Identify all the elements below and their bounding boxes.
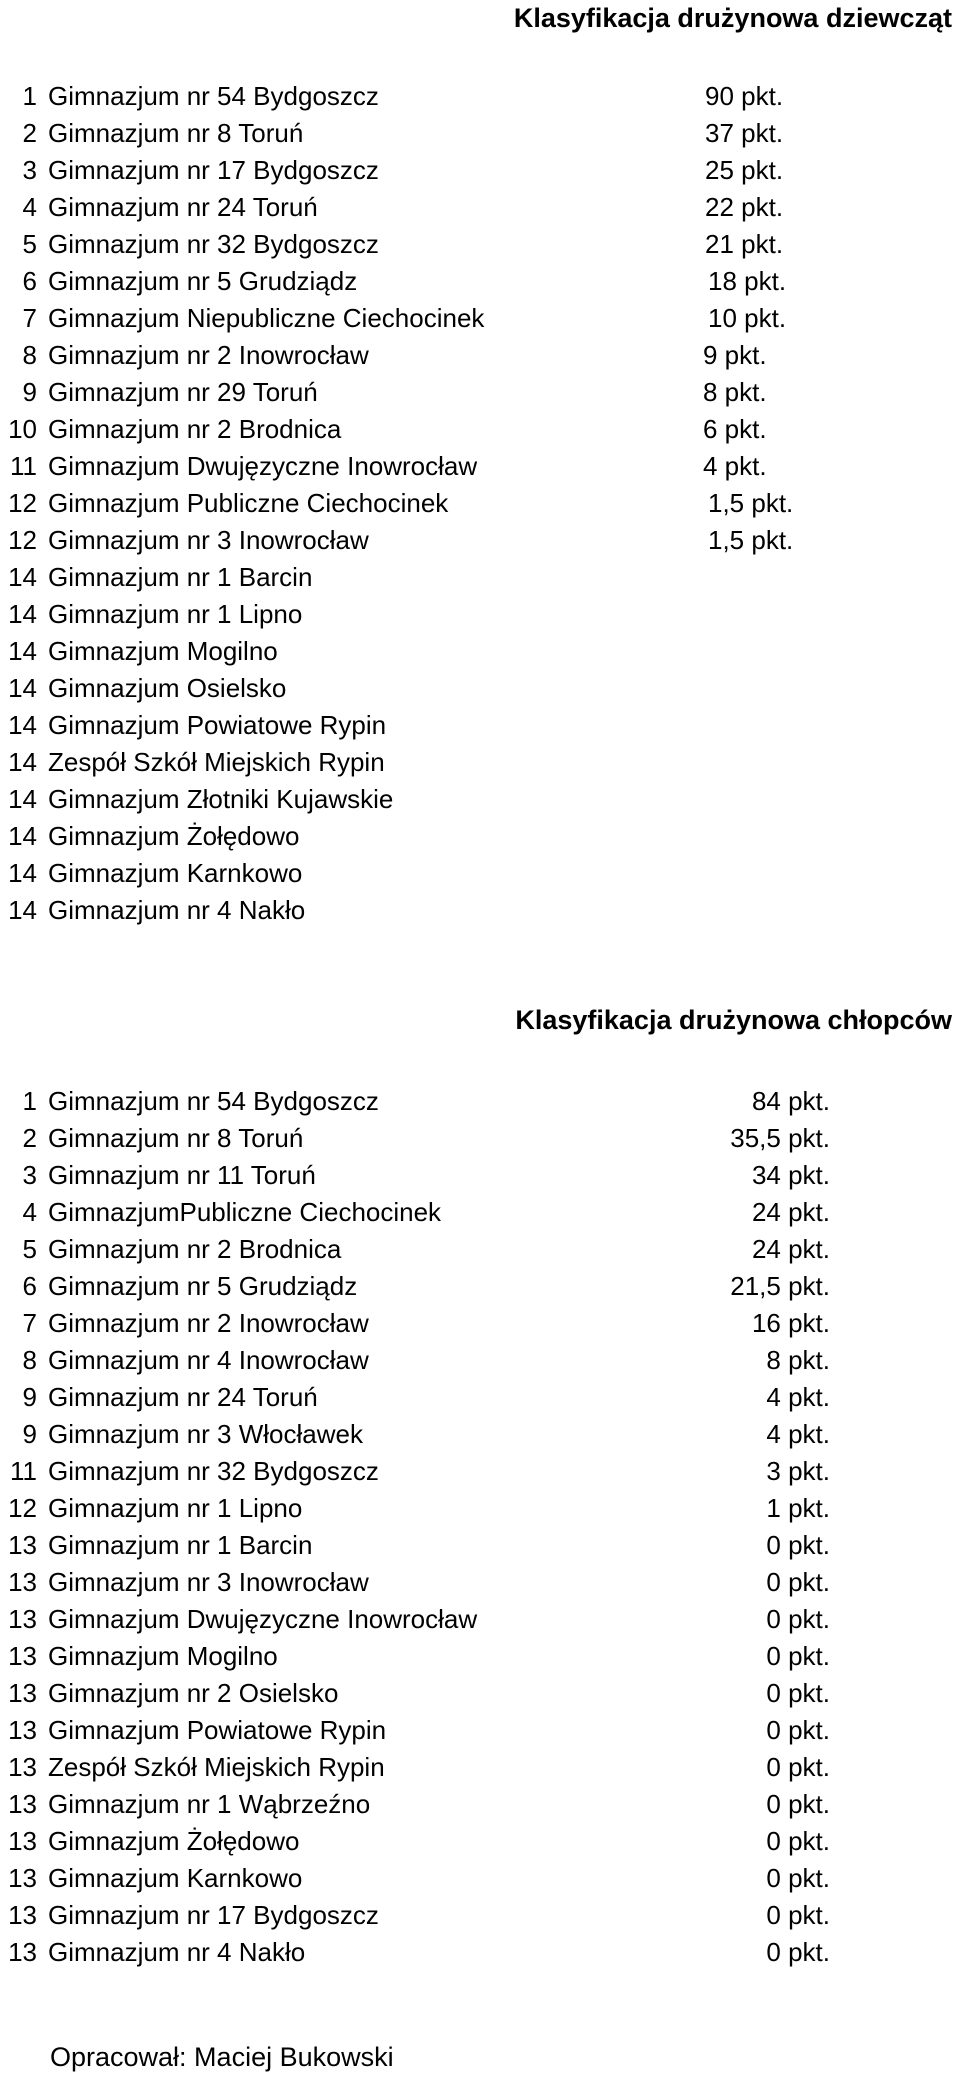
rank-cell: 14 [8,821,37,851]
points-cell: 0 pkt. [766,1863,830,1893]
table-row [0,596,960,633]
girls-ranking-table [0,78,960,929]
points-cell: 0 pkt. [766,1530,830,1560]
table-row [0,152,960,189]
table-row [0,1342,960,1379]
rank-cell: 9 [22,1419,37,1449]
points-cell: 21 pkt. [705,229,784,259]
school-name-cell: Gimnazjum Publiczne Ciechocinek [48,488,449,518]
school-name-cell: Gimnazjum nr 11 Toruń [48,1160,316,1190]
rank-cell: 11 [10,1456,37,1486]
points-cell: 16 pkt. [751,1308,830,1338]
school-name-cell: Gimnazjum nr 1 Wąbrzeźno [48,1789,371,1819]
points-cell: 10 pkt. [708,303,787,333]
points-cell: 90 pkt. [705,81,784,111]
points-cell: 1,5 pkt. [708,525,794,555]
points-cell: 1 pkt. [766,1493,830,1523]
school-name-cell: Gimnazjum nr 2 Brodnica [48,1234,342,1264]
rank-cell: 14 [8,895,37,925]
table-row [0,1268,960,1305]
school-name-cell: GimnazjumPubliczne Ciechocinek [48,1197,442,1227]
school-name-cell: Gimnazjum Powiatowe Rypin [48,1715,387,1745]
points-cell: 0 pkt. [766,1900,830,1930]
school-name-cell: Gimnazjum nr 32 Bydgoszcz [48,1456,379,1486]
school-name-cell: Zespół Szkół Miejskich Rypin [48,747,385,777]
table-row [0,1157,960,1194]
school-name-cell: Gimnazjum Mogilno [48,636,278,666]
rank-cell: 2 [22,1123,37,1153]
school-name-cell: Gimnazjum nr 24 Toruń [48,192,318,222]
school-name-cell: Gimnazjum nr 29 Toruń [48,377,318,407]
rank-cell: 13 [8,1567,37,1597]
rank-cell: 1 [22,81,37,111]
points-cell: 21,5 pkt. [730,1271,830,1301]
table-row [0,1120,960,1157]
table-row [0,1083,960,1120]
school-name-cell: Gimnazjum nr 17 Bydgoszcz [48,1900,379,1930]
school-name-cell: Gimnazjum Mogilno [48,1641,278,1671]
table-row [0,1823,960,1860]
school-name-cell: Gimnazjum nr 2 Osielsko [48,1678,339,1708]
points-cell: 4 pkt. [766,1419,830,1449]
school-name-cell: Gimnazjum nr 8 Toruń [48,118,304,148]
points-cell: 4 pkt. [766,1382,830,1412]
rank-cell: 3 [22,155,37,185]
school-name-cell: Gimnazjum nr 32 Bydgoszcz [48,229,379,259]
school-name-cell: Gimnazjum Dwujęzyczne Inowrocław [48,1604,478,1634]
rank-cell: 3 [22,1160,37,1190]
table-row [0,1749,960,1786]
table-row [0,559,960,596]
points-cell: 34 pkt. [751,1160,830,1190]
table-row [0,1416,960,1453]
school-name-cell: Gimnazjum nr 8 Toruń [48,1123,304,1153]
school-name-cell: Gimnazjum Powiatowe Rypin [48,710,387,740]
school-name-cell: Gimnazjum Żołędowo [48,1826,300,1856]
rank-cell: 5 [22,1234,37,1264]
school-name-cell: Gimnazjum nr 1 Lipno [48,1493,303,1523]
points-cell: 4 pkt. [703,451,767,481]
school-name-cell: Gimnazjum nr 1 Lipno [48,599,303,629]
table-row [0,707,960,744]
table-row [0,1860,960,1897]
school-name-cell: Zespół Szkół Miejskich Rypin [48,1752,385,1782]
table-row [0,1231,960,1268]
school-name-cell: Gimnazjum Karnkowo [48,1863,303,1893]
rank-cell: 10 [8,414,37,444]
school-name-cell: Gimnazjum nr 4 Inowrocław [48,1345,369,1375]
rank-cell: 12 [8,1493,37,1523]
school-name-cell: Gimnazjum nr 54 Bydgoszcz [48,1086,379,1116]
school-name-cell: Gimnazjum Niepubliczne Ciechocinek [48,303,485,333]
rank-cell: 8 [22,340,37,370]
table-row [0,1897,960,1934]
rank-cell: 6 [22,266,37,296]
rank-cell: 9 [22,377,37,407]
table-row [0,855,960,892]
points-cell: 8 pkt. [766,1345,830,1375]
table-row [0,300,960,337]
school-name-cell: Gimnazjum nr 17 Bydgoszcz [48,155,379,185]
points-cell: 24 pkt. [751,1197,830,1227]
school-name-cell: Gimnazjum Dwujęzyczne Inowrocław [48,451,478,481]
table-row [0,78,960,115]
table-row [0,818,960,855]
rank-cell: 12 [8,488,37,518]
table-row [0,115,960,152]
table-row [0,411,960,448]
points-cell: 0 pkt. [766,1567,830,1597]
school-name-cell: Gimnazjum nr 4 Nakło [48,1937,306,1967]
rank-cell: 14 [8,710,37,740]
table-row [0,1601,960,1638]
school-name-cell: Gimnazjum nr 5 Grudziądz [48,266,358,296]
table-row [0,374,960,411]
table-row [0,1194,960,1231]
school-name-cell: Gimnazjum nr 1 Barcin [48,562,313,592]
points-cell: 0 pkt. [766,1826,830,1856]
rank-cell: 13 [8,1752,37,1782]
table-row [0,1379,960,1416]
points-cell: 0 pkt. [766,1641,830,1671]
rank-cell: 11 [10,451,37,481]
school-name-cell: Gimnazjum nr 2 Brodnica [48,414,342,444]
rank-cell: 12 [8,525,37,555]
points-cell: 0 pkt. [766,1789,830,1819]
rank-cell: 14 [8,858,37,888]
rank-cell: 7 [22,303,37,333]
school-name-cell: Gimnazjum Osielsko [48,673,287,703]
school-name-cell: Gimnazjum Złotniki Kujawskie [48,784,394,814]
points-cell: 35,5 pkt. [730,1123,830,1153]
rank-cell: 6 [22,1271,37,1301]
school-name-cell: Gimnazjum nr 2 Inowrocław [48,1308,369,1338]
points-cell: 24 pkt. [751,1234,830,1264]
boys-ranking-table [0,1083,960,1971]
rank-cell: 13 [8,1789,37,1819]
points-cell: 84 pkt. [751,1086,830,1116]
points-cell: 18 pkt. [708,266,787,296]
table-row [0,892,960,929]
rank-cell: 13 [8,1641,37,1671]
author-credit: Opracował: Maciej Bukowski [50,2042,394,2072]
rank-cell: 4 [22,192,37,222]
table-row [0,744,960,781]
points-cell: 6 pkt. [703,414,767,444]
table-row [0,1675,960,1712]
points-cell: 9 pkt. [703,340,767,370]
boys-ranking-title: Klasyfikacja drużynowa chłopców [515,1005,952,1035]
rank-cell: 13 [8,1826,37,1856]
points-cell: 22 pkt. [705,192,784,222]
rank-cell: 13 [8,1715,37,1745]
table-row [0,189,960,226]
table-row [0,1527,960,1564]
table-row [0,1712,960,1749]
rank-cell: 9 [22,1382,37,1412]
rank-cell: 7 [22,1308,37,1338]
rank-cell: 8 [22,1345,37,1375]
points-cell: 8 pkt. [703,377,767,407]
school-name-cell: Gimnazjum nr 2 Inowrocław [48,340,369,370]
rank-cell: 14 [8,562,37,592]
school-name-cell: Gimnazjum Karnkowo [48,858,303,888]
table-row [0,448,960,485]
table-row [0,633,960,670]
points-cell: 0 pkt. [766,1752,830,1782]
rank-cell: 14 [8,636,37,666]
table-row [0,1564,960,1601]
points-cell: 0 pkt. [766,1937,830,1967]
school-name-cell: Gimnazjum nr 3 Inowrocław [48,525,369,555]
school-name-cell: Gimnazjum nr 54 Bydgoszcz [48,81,379,111]
points-cell: 0 pkt. [766,1604,830,1634]
school-name-cell: Gimnazjum nr 3 Włocławek [48,1419,363,1449]
rank-cell: 13 [8,1863,37,1893]
table-row [0,1638,960,1675]
rank-cell: 13 [8,1900,37,1930]
points-cell: 0 pkt. [766,1678,830,1708]
points-cell: 3 pkt. [766,1456,830,1486]
table-row [0,1490,960,1527]
rank-cell: 13 [8,1678,37,1708]
school-name-cell: Gimnazjum nr 3 Inowrocław [48,1567,369,1597]
table-row [0,781,960,818]
table-row [0,1934,960,1971]
table-row [0,1305,960,1342]
school-name-cell: Gimnazjum nr 1 Barcin [48,1530,313,1560]
table-row [0,263,960,300]
rank-cell: 1 [22,1086,37,1116]
rank-cell: 14 [8,784,37,814]
table-row [0,1453,960,1490]
school-name-cell: Gimnazjum Żołędowo [48,821,300,851]
school-name-cell: Gimnazjum nr 4 Nakło [48,895,306,925]
points-cell: 37 pkt. [705,118,784,148]
rank-cell: 14 [8,599,37,629]
school-name-cell: Gimnazjum nr 24 Toruń [48,1382,318,1412]
rank-cell: 14 [8,747,37,777]
rank-cell: 2 [22,118,37,148]
table-row [0,1786,960,1823]
points-cell: 1,5 pkt. [708,488,794,518]
girls-ranking-title: Klasyfikacja drużynowa dziewcząt [513,3,952,33]
table-row [0,226,960,263]
table-row [0,670,960,707]
rank-cell: 14 [8,673,37,703]
rank-cell: 13 [8,1530,37,1560]
rank-cell: 5 [22,229,37,259]
points-cell: 0 pkt. [766,1715,830,1745]
table-row [0,522,960,559]
rank-cell: 13 [8,1604,37,1634]
table-row [0,485,960,522]
points-cell: 25 pkt. [705,155,784,185]
rank-cell: 13 [8,1937,37,1967]
school-name-cell: Gimnazjum nr 5 Grudziądz [48,1271,358,1301]
table-row [0,337,960,374]
rank-cell: 4 [22,1197,37,1227]
